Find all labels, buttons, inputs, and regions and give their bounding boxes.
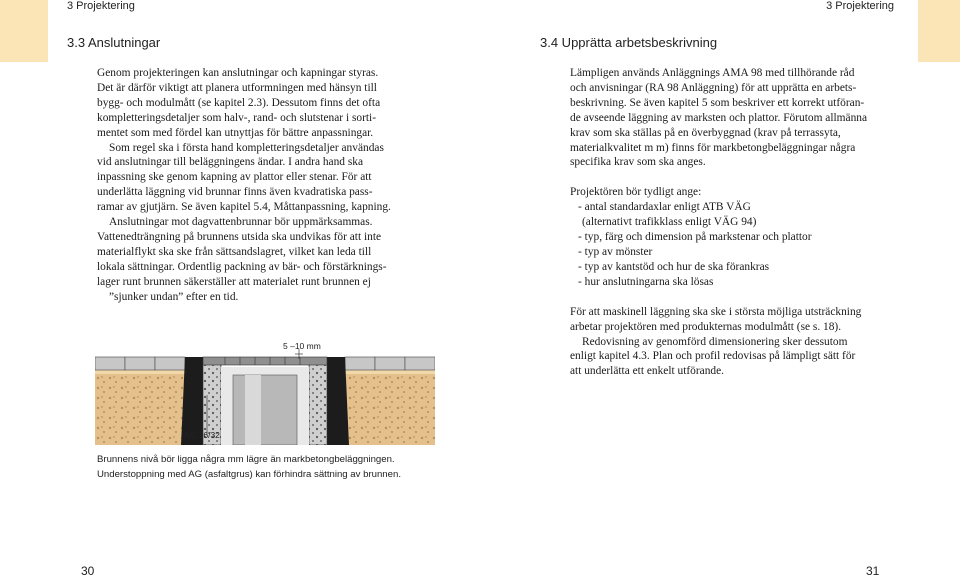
pipe-highlight <box>245 375 261 445</box>
list-item: - antal standardaxlar enligt ATB VÄG <box>578 201 751 214</box>
text-line: Anslutningar mot dagvattenbrunnar bör uppmärksammas. <box>109 216 373 229</box>
text-line: Som regel ska i första hand kompletteringsdetaljer användas <box>109 141 384 154</box>
text-line: underlätta läggning vid brunnar finns även kvadratiska pass- <box>97 186 373 199</box>
text-line: Lämpligen används Anläggnings AMA 98 med tillhörande råd <box>570 67 855 79</box>
text-line: beskrivning. Se även kapitel 5 som beskriver ett korrekt utföran- <box>570 96 865 109</box>
list-item: - typ, färg och dimension på markstenar och plattor <box>578 231 812 244</box>
text-line: lokala sättningar. Ordentlig packning av bär- och förstärknings- <box>97 260 387 273</box>
section-title-anslutningar: 3.3 Anslutningar <box>67 35 161 50</box>
pavers-left <box>95 357 185 370</box>
corner-tab-left <box>0 0 48 62</box>
section-title-arbetsbeskrivning: 3.4 Upprätta arbetsbeskrivning <box>540 35 718 50</box>
text-line: Vattenedträngning på brunnens utsida ska undvikas för att inte <box>97 230 382 243</box>
drain-wall-right <box>309 361 327 445</box>
drain-pipe <box>233 375 297 445</box>
dimension-label: 5 –10 mm <box>283 341 321 351</box>
caption-line: Brunnens nivå bör ligga några mm lägre än markbetongbeläggningen. <box>97 454 395 465</box>
grate-frame <box>203 357 327 365</box>
running-header-left: 3 Projektering <box>67 0 135 12</box>
text-line: kompletteringsdetaljer som halv-, rand- och slutstenar i sorti- <box>97 111 376 124</box>
text-line: de avseende läggning av marksten och plattor. Förutom allmänna <box>570 111 868 124</box>
list-item: - typ av kantstöd och hur de ska förankras <box>578 260 770 273</box>
text-line: materialflykt ska ske från sättsandslagret, vilket kan leda till <box>97 245 372 258</box>
list-item: - typ av mönster <box>578 245 653 258</box>
text-line: och anvisningar (RA 98 Anläggning) för att upprätta en arbets- <box>570 81 857 94</box>
text-line: mentet som med fördel kan utnyttjas för bättre anpassningar. <box>97 126 374 139</box>
list-item: - hur anslutningarna ska lösas <box>578 275 714 288</box>
text-line: att underlätta ett enkelt utförande. <box>570 365 725 378</box>
text-line: materialkvalitet m m) finns för markbetongbeläggningar några <box>570 141 856 154</box>
caption-line: Understoppning med AG (asfaltgrus) kan förhindra sättning av brunnen. <box>97 469 401 480</box>
figure-caption <box>97 452 457 482</box>
list-intro: Projektören bör tydligt ange: <box>570 186 702 199</box>
material-label: AG 16/32 <box>184 430 220 440</box>
text-line: ”sjunker undan” efter en tid. <box>109 290 239 303</box>
text-line: vid anslutningar till beläggningens ändar. I andra hand ska <box>97 156 364 169</box>
pavers-right <box>345 357 435 370</box>
text-line: arbetar projektören med produkternas modulmått (se s. 18). <box>570 320 842 333</box>
drain-cross-section-figure <box>95 335 435 445</box>
text-line: specifika krav som ska anges. <box>570 156 706 169</box>
text-line: Det är därför viktigt att planera utformningen med hänsyn till <box>97 81 377 94</box>
text-line: Genom projekteringen kan anslutningar och kapningar styras. <box>97 67 379 79</box>
text-line: inpassning ske genom kapning av plattor eller stenar. För att <box>97 171 372 184</box>
text-line: krav som ska ställas på en överbyggnad (krav på terrassyta, <box>570 126 841 139</box>
text-line: För att maskinell läggning ska ske i största möjliga utsträckning <box>570 305 862 318</box>
left-body-text <box>97 66 437 305</box>
text-line: Redovisning av genomförd dimensionering sker dessutom <box>582 335 848 348</box>
page-number-right: 31 <box>866 564 880 578</box>
text-line: bygg- och modulmått (se kapitel 2.3). Dessutom finns det ofta <box>97 96 381 109</box>
right-body-text <box>570 66 915 379</box>
list-item: (alternativt trafikklass enligt VÄG 94) <box>582 216 757 229</box>
running-header-right: 3 Projektering <box>826 0 894 12</box>
text-line: lager runt brunnen säkerställer att materialet runt brunnen ej <box>97 275 371 288</box>
corner-tab-right <box>918 0 960 62</box>
page-number-left: 30 <box>81 564 95 578</box>
text-line: ramar av gjutjärn. Se även kapitel 5.4, Måttanpassning, kapning. <box>97 201 391 214</box>
text-line: enligt kapitel 4.3. Plan och profil redovisas på lämpligt sätt för <box>570 350 856 363</box>
